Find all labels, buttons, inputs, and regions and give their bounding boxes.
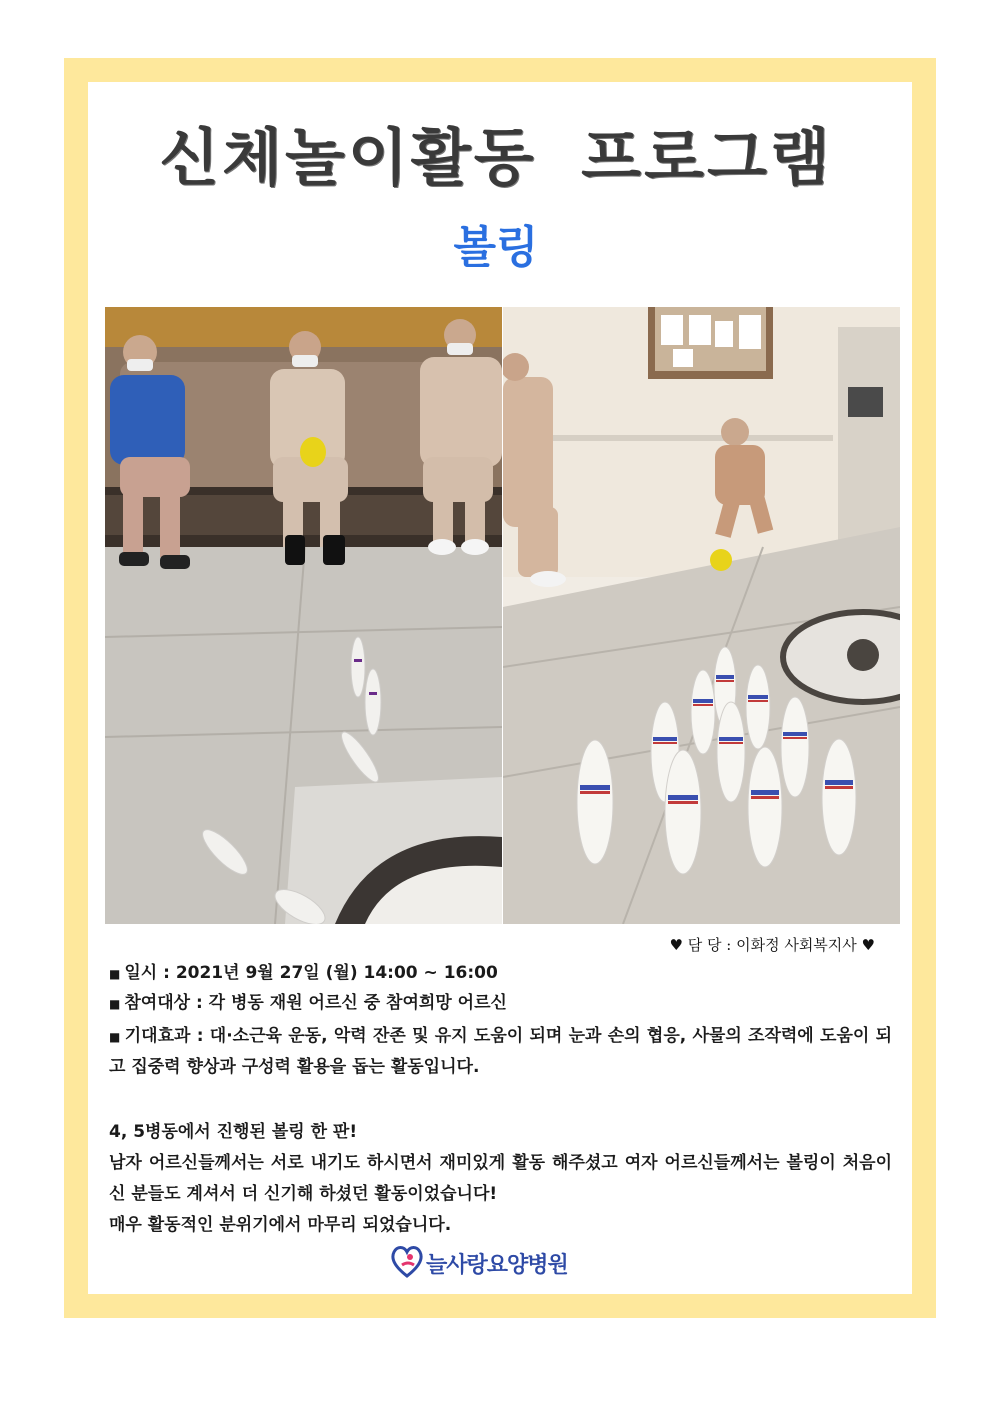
info-effect bbox=[109, 1021, 892, 1082]
bowling-photo-seated-residents bbox=[105, 307, 502, 924]
page-title: 신체놀이활동 프로그램 bbox=[159, 121, 833, 194]
hospital-name: 늘사랑요양병원 bbox=[426, 1252, 568, 1278]
hospital-logo bbox=[390, 1243, 568, 1283]
info-date bbox=[109, 958, 892, 989]
bullet-icon: ■ bbox=[109, 967, 121, 981]
story-line-1: 4, 5병동에서 진행된 볼링 한 판! bbox=[109, 1122, 358, 1142]
bowling-photo-pins-hallway bbox=[503, 307, 900, 924]
heart-logo-icon bbox=[390, 1243, 424, 1283]
bullet-icon: ■ bbox=[109, 1030, 121, 1044]
page-subtitle: 볼링 bbox=[453, 222, 539, 273]
manager-credit: ♥ 담 당 : 이화정 사회복지사 ♥ bbox=[669, 936, 875, 954]
info-effect-text: 기대효과 : 대·소근육 운동, 악력 잔존 및 유지 도움이 되며 눈과 손의 협응, 사물의 조작력에 도움이 되고 집중력 향상과 구성력 활용을 돕는 활동입니다. bbox=[109, 1026, 892, 1077]
info-date-text: 일시 : 2021년 9월 27일 (월) 14:00 ~ 16:00 bbox=[124, 963, 498, 983]
info-participants-text: 참여대상 : 각 병동 재원 어르신 중 참여희망 어르신 bbox=[124, 993, 507, 1013]
story-line-3: 매우 활동적인 분위기에서 마무리 되었습니다. bbox=[109, 1215, 452, 1235]
story-line-2: 남자 어르신들께서는 서로 내기도 하시면서 재미있게 활동 해주셨고 여자 어르신들께서는 볼링이 처음이신 분들도 계셔서 더 신기해 하셨던 활동이었습니다! bbox=[109, 1153, 892, 1204]
info-participants bbox=[109, 988, 892, 1019]
bullet-icon: ■ bbox=[109, 997, 121, 1011]
